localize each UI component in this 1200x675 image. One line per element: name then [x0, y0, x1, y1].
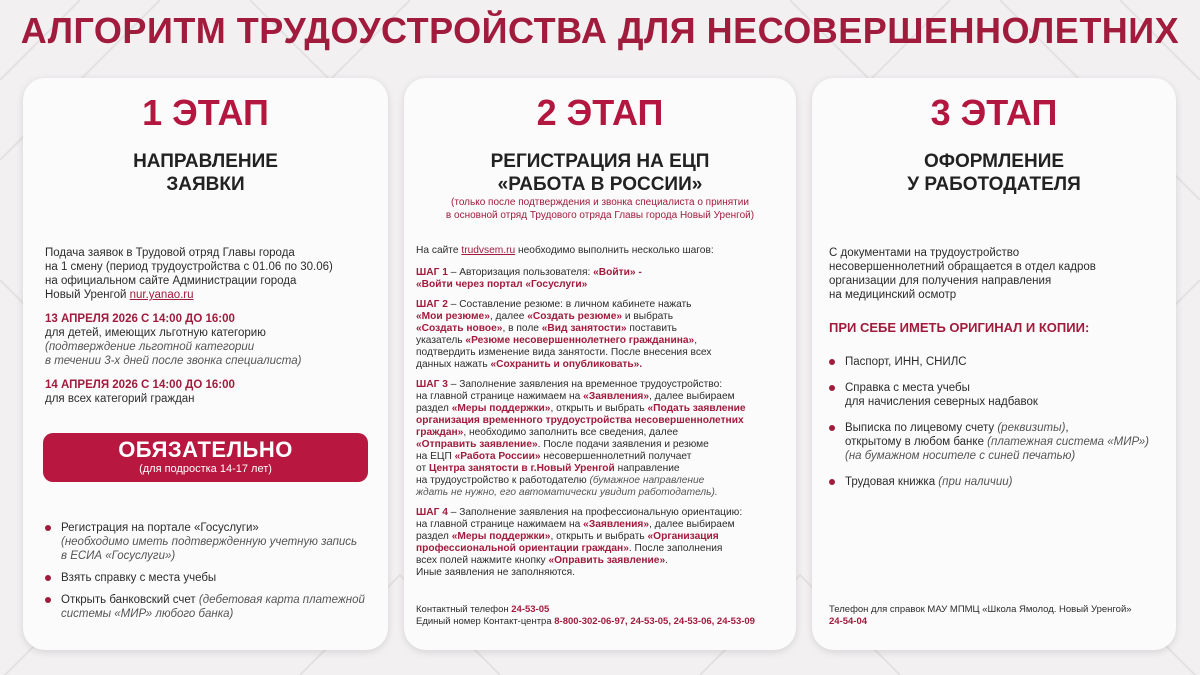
step4-label: ШАГ 4 — [416, 507, 448, 518]
step3-text-m: . После подачи заявления и резюме — [537, 439, 709, 450]
stage1-date1-note2: в течении 3-х дней после звонка специалиста) — [45, 355, 302, 367]
stage2-steps — [416, 245, 788, 579]
stage3-documents-list — [829, 355, 1169, 489]
step1-text-a: – Авторизация пользователя: — [447, 267, 594, 278]
step2-text-e: и выбрать — [622, 311, 674, 322]
stage3-item3-l3: (на бумажном носителе с синей печатью) — [845, 450, 1076, 462]
step2-text-a: – Составление резюме: в личном кабинете нажать — [447, 299, 692, 310]
step3 — [416, 379, 788, 499]
step4-text-c: «Заявления» — [583, 519, 649, 530]
step2-label: ШАГ 2 — [416, 299, 448, 310]
step4-text-k: всех полей нажмите кнопку — [416, 555, 549, 566]
stage1-item3-text: Открыть банковский счет — [61, 594, 199, 606]
step4-text-i: профессиональной ориентации граждан» — [416, 543, 629, 554]
step2 — [416, 299, 788, 371]
stage2-contacts — [416, 604, 791, 628]
stage1-item1-note2: в ЕСИА «Госуслуги») — [61, 550, 176, 562]
bullet-icon — [829, 359, 835, 365]
stage1-date2-block — [45, 378, 375, 406]
stage3-phone-label: Телефон для справок МАУ МПМЦ «Школа Ямолод. Новый Уренгой» — [829, 604, 1132, 615]
stage1-date1: 13 АПРЕЛЯ 2026 С 14:00 ДО 16:00 — [45, 313, 235, 325]
step2-text-k: «Резюме несовершеннолетнего гражданина» — [465, 335, 695, 346]
stage3-card — [812, 78, 1176, 650]
step3-text-e: раздел — [416, 403, 452, 414]
step2-text-j: указатель — [416, 335, 466, 346]
page-title: АЛГОРИТМ ТРУДОУСТРОЙСТВА ДЛЯ НЕСОВЕРШЕННОЛЕТНИХ — [20, 10, 1180, 51]
stage3-intro-line3: организации для получения направления — [829, 275, 1052, 287]
step3-text-b: на главной странице нажимаем на — [416, 391, 584, 402]
stage1-item3-note1: (дебетовая карта платежной — [198, 594, 365, 606]
stage2-heading-line2: «РАБОТА В РОССИИ» — [497, 174, 703, 195]
stage3-list-title: ПРИ СЕБЕ ИМЕТЬ ОРИГИНАЛ И КОПИИ: — [829, 320, 1090, 335]
stage2-number: 2 ЭТАП — [536, 92, 664, 133]
stage3-intro-line2: несовершеннолетний обращается в отдел кадров — [829, 261, 1096, 273]
stage1-date1-text: для детей, имеющих льготную категорию — [45, 327, 266, 339]
stage2-site-link[interactable]: trudvsem.ru — [461, 245, 516, 256]
step2-text-l: , — [694, 335, 698, 346]
list-item — [829, 355, 1169, 369]
stage3-item3-c: , — [1065, 422, 1069, 434]
step2-text-g: , в поле — [502, 323, 542, 334]
list-item — [45, 521, 375, 563]
bullet-icon — [829, 385, 835, 391]
step4-text-f: «Меры поддержки» — [451, 531, 551, 542]
step3-text-c: «Заявления» — [583, 391, 649, 402]
step3-text-v: ждать не нужно, его автоматически увидит работодатель). — [416, 487, 718, 498]
stage1-item1-note1: (необходимо иметь подтвержденную учетную запись — [61, 536, 358, 548]
step4-text-g: , открыть и выбрать — [550, 531, 648, 542]
stage3-item2-line2: для начисления северных надбавок — [845, 396, 1038, 408]
step4-text-l: «Оправить заявление» — [548, 555, 666, 566]
step3-text-h: «Подать заявление — [647, 403, 746, 414]
step1-text-b: «Войти» - — [593, 267, 642, 278]
stage1-heading-line2: ЗАЯВКИ — [166, 174, 245, 195]
step4-text-e: раздел — [416, 531, 452, 542]
stage2-intro-a: На сайте — [416, 245, 462, 256]
stage3-item4-a: Трудовая книжка — [845, 476, 939, 488]
list-item — [829, 475, 1169, 489]
stage1-date2-text: для всех категорий граждан — [45, 393, 195, 405]
step2-text-d: «Создать резюме» — [527, 311, 623, 322]
mandatory-subtitle: (для подростка 14-17 лет) — [139, 463, 272, 475]
step3-text-d: , далее выбираем — [649, 391, 735, 402]
list-item — [829, 381, 1169, 409]
stage3-item3-l2a: открытому в любом банке — [845, 436, 988, 448]
stage3-item3-b: (реквизиты) — [997, 422, 1066, 434]
stage3-item1: Паспорт, ИНН, СНИЛС — [845, 356, 967, 368]
stage2-heading-line1: РЕГИСТРАЦИЯ НА ЕЦП — [490, 151, 710, 172]
stage1-date1-block — [45, 312, 375, 368]
contact1-phone: 24-53-05 — [511, 604, 550, 615]
stage1-requirements-list — [45, 521, 375, 621]
stage2-card — [404, 78, 796, 650]
step3-text-u: (бумажное направление — [589, 475, 705, 486]
step2-text-f: «Создать новое» — [416, 323, 503, 334]
stage3-number: 3 ЭТАП — [930, 92, 1058, 133]
step4-text-b: на главной странице нажимаем на — [416, 519, 584, 530]
list-item — [45, 593, 375, 621]
step1 — [416, 267, 788, 291]
step3-text-t: на трудоустройство к работодателю — [416, 475, 590, 486]
list-item — [45, 571, 375, 585]
stage2-intro — [416, 245, 788, 257]
stage1-intro-line4: Новый Уренгой — [45, 289, 130, 301]
stage3-phone: 24-54-04 — [829, 616, 868, 627]
stage1-number: 1 ЭТАП — [142, 92, 269, 133]
step4 — [416, 507, 788, 579]
stage3-heading-line1: ОФОРМЛЕНИЕ — [923, 151, 1065, 172]
contact2-phones: 8-800-302-06-97, 24-53-05, 24-53-06, 24-53-09 — [554, 616, 755, 627]
stage1-item2-text: Взять справку с места учебы — [61, 572, 217, 584]
step4-text-n: Иные заявления не заполняются. — [416, 567, 575, 578]
step3-text-r: Центра занятости в г.Новый Уренгой — [428, 463, 615, 474]
stage2-heading — [404, 150, 796, 196]
bullet-icon — [45, 597, 51, 603]
stage1-intro-line2: на 1 смену (период трудоустройства с 01.06 по 30.06) — [45, 261, 333, 273]
contact2-label: Единый номер Контакт-центра — [416, 616, 555, 627]
step4-text-d: , далее выбираем — [649, 519, 735, 530]
step4-text-a: – Заполнение заявления на профессиональную ориентацию: — [447, 507, 743, 518]
step3-text-g: , открыть и выбрать — [550, 403, 648, 414]
step3-text-o: «Работа России» — [454, 451, 541, 462]
step3-text-s: направление — [614, 463, 680, 474]
step3-text-j: граждан» — [416, 427, 464, 438]
step3-text-i: организация временного трудоустройства несовершеннолетних — [416, 415, 744, 426]
bullet-icon — [829, 425, 835, 431]
stage3-intro-line1: С документами на трудоустройство — [829, 247, 1020, 259]
stage3-item3-a: Выписка по лицевому счету — [845, 422, 998, 434]
stage1-date1-note1: (подтверждение льготной категории — [45, 341, 255, 353]
step3-label: ШАГ 3 — [416, 379, 448, 390]
bullet-icon — [45, 575, 51, 581]
step4-text-m: . — [665, 555, 668, 566]
list-item — [829, 421, 1169, 463]
contact1-label: Контактный телефон — [416, 604, 512, 615]
stage1-item1-text: Регистрация на портале «Госуслуги» — [61, 522, 259, 534]
step2-text-h: «Вид занятости» — [541, 323, 627, 334]
stage3-heading — [812, 150, 1176, 196]
step4-text-j: . После заполнения — [628, 543, 723, 554]
stage1-item3-note2: системы «МИР» любого банка) — [61, 608, 234, 620]
stage3-item4-b: (при наличии) — [938, 476, 1013, 488]
step3-text-n: на ЕЦП — [416, 451, 455, 462]
step1-text-c: «Войти через портал «Госуслуги» — [416, 279, 588, 290]
step2-text-c: , далее — [489, 311, 528, 322]
bullet-icon — [45, 525, 51, 531]
stage2-subnote — [404, 196, 796, 222]
stage1-heading — [23, 150, 388, 196]
step2-text-i: поставить — [626, 323, 677, 334]
step2-text-m: подтвердить изменение вида занятости. После внесения всех — [416, 347, 712, 358]
stage1-intro-line3: на официальном сайте Администрации города — [45, 275, 297, 287]
stage1-site-link[interactable]: nur.yanao.ru — [129, 289, 194, 301]
stage3-item3-l2b: (платежная система «МИР») — [987, 436, 1149, 448]
step3-text-p: несовершеннолетний получает — [540, 451, 692, 462]
stage1-heading-line1: НАПРАВЛЕНИЕ — [133, 151, 278, 172]
step3-text-l: «Отправить заявление» — [416, 439, 538, 450]
step4-text-h: «Организация — [647, 531, 719, 542]
step1-label: ШАГ 1 — [416, 267, 448, 278]
stage3-intro-line4: на медицинский осмотр — [829, 289, 957, 301]
stage1-date2: 14 АПРЕЛЯ 2026 С 14:00 ДО 16:00 — [45, 379, 235, 391]
stage2-subnote-line1: (только после подтверждения и звонка специалиста о принятии — [451, 197, 749, 208]
step2-text-n: данных нажать — [416, 359, 491, 370]
step2-text-b: «Мои резюме» — [416, 311, 490, 322]
mandatory-title: ОБЯЗАТЕЛЬНО — [118, 437, 293, 462]
stage1-intro-line1: Подача заявок в Трудовой отряд Главы города — [45, 247, 295, 259]
stage3-item2-line1: Справка с места учебы — [845, 382, 970, 394]
step3-text-q: от — [416, 463, 429, 474]
mandatory-banner — [43, 433, 368, 482]
stage3-heading-line2: У РАБОТОДАТЕЛЯ — [907, 174, 1081, 195]
stage3-contact — [829, 604, 1169, 628]
step2-text-o: «Сохранить и опубликовать». — [490, 359, 643, 370]
stage2-intro-b: необходимо выполнить несколько шагов: — [515, 245, 714, 256]
stage2-subnote-line2: в основной отряд Трудового отряда Главы города Новый Уренгой) — [445, 210, 755, 221]
stage1-card — [23, 78, 388, 650]
stage1-intro — [45, 246, 375, 302]
step3-text-f: «Меры поддержки» — [451, 403, 551, 414]
stage3-intro — [829, 246, 1159, 302]
step3-text-k: , необходимо заполнить все сведения, далее — [463, 427, 679, 438]
step3-text-a: – Заполнение заявления на временное трудоустройство: — [447, 379, 723, 390]
bullet-icon — [829, 479, 835, 485]
